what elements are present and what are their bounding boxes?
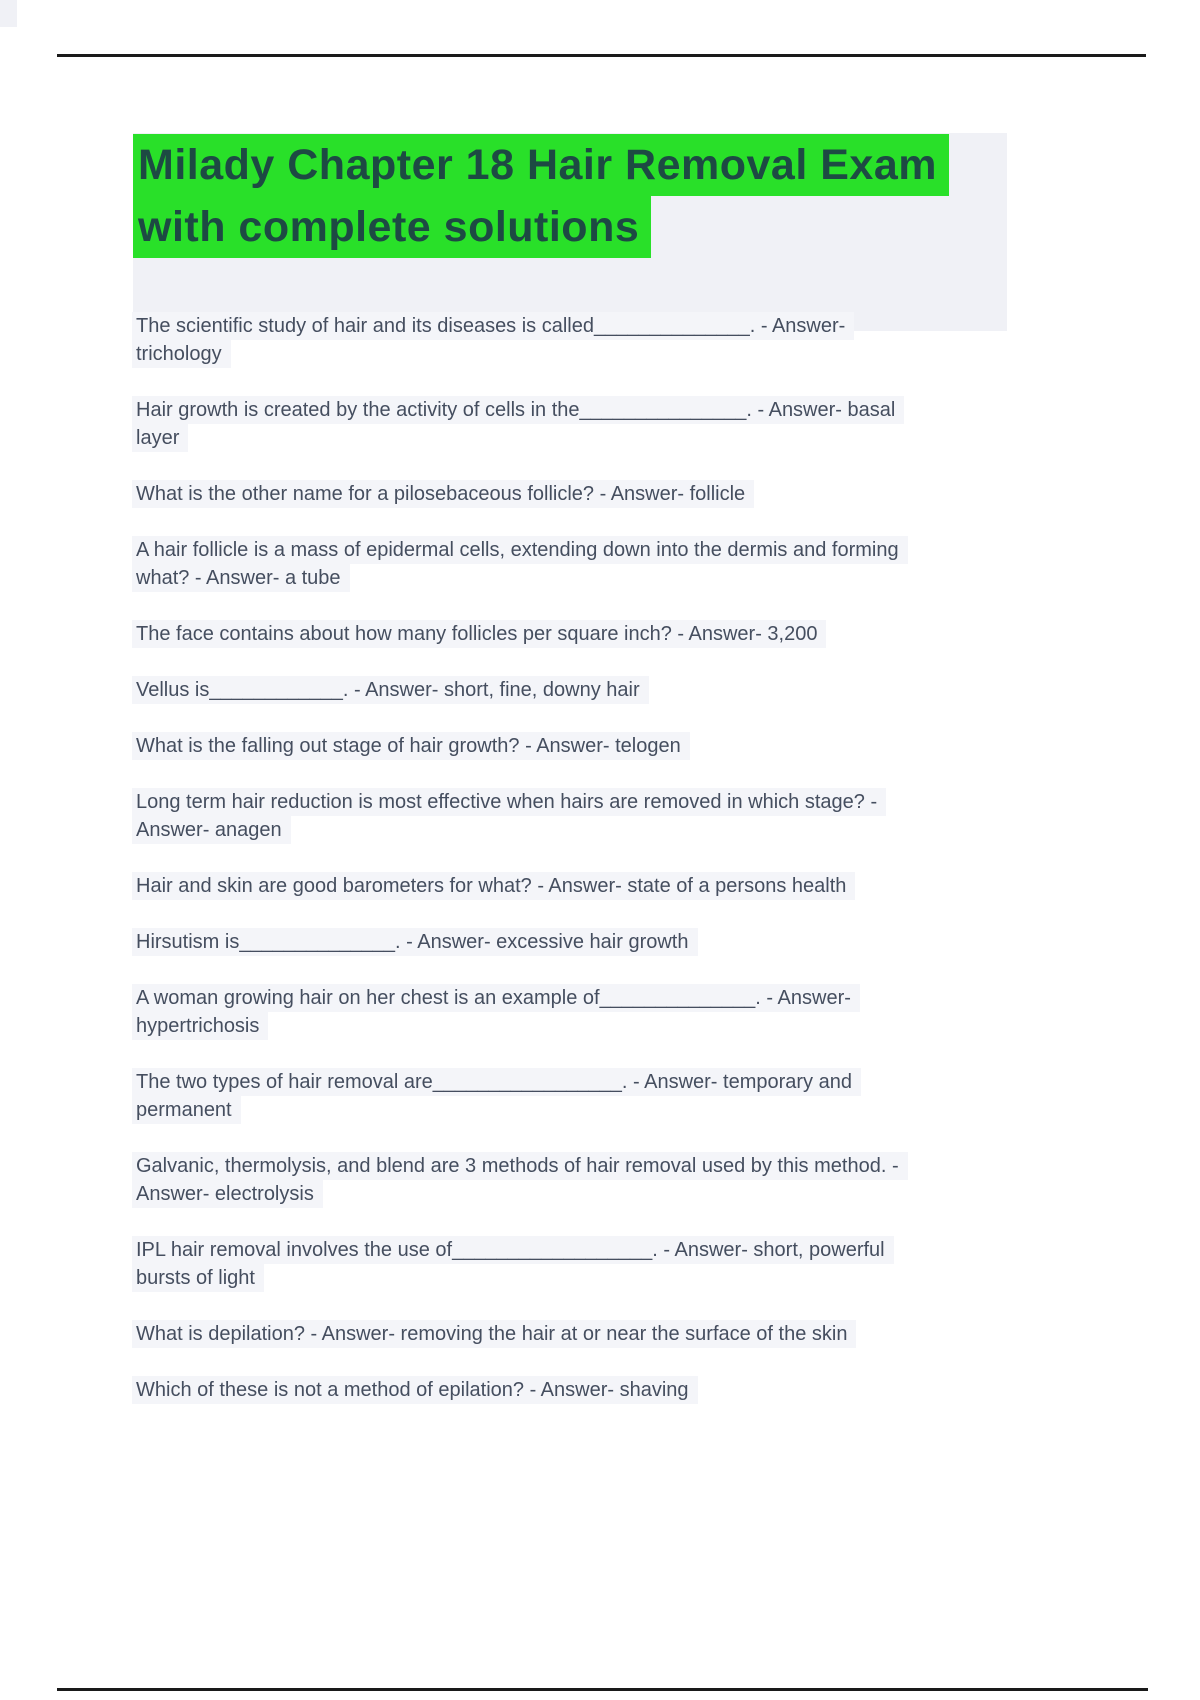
paragraph-line: layer xyxy=(132,424,188,452)
paragraph-line: Hair growth is created by the activity of cells in the_______________. - Answer- basal xyxy=(132,396,904,424)
paragraph-line: Long term hair reduction is most effective when hairs are removed in which stage? - xyxy=(132,788,886,816)
paragraph-line: Answer- anagen xyxy=(132,816,291,844)
qa-paragraph xyxy=(136,536,1036,592)
paragraph-line: permanent xyxy=(132,1096,241,1124)
paragraph-line: The face contains about how many follicles per square inch? - Answer- 3,200 xyxy=(132,620,826,648)
qa-paragraph xyxy=(136,984,1036,1040)
qa-paragraph xyxy=(136,872,1036,900)
qa-paragraph xyxy=(136,1068,1036,1124)
paragraph-line: bursts of light xyxy=(132,1264,264,1292)
top-horizontal-rule xyxy=(57,54,1146,57)
qa-paragraph xyxy=(136,732,1036,760)
paragraph-line: what? - Answer- a tube xyxy=(132,564,350,592)
paragraph-line: Answer- electrolysis xyxy=(132,1180,323,1208)
qa-paragraph xyxy=(136,928,1036,956)
qa-paragraph xyxy=(136,620,1036,648)
paragraph-line: What is the other name for a pilosebaceous follicle? - Answer- follicle xyxy=(132,480,754,508)
qa-paragraph xyxy=(136,676,1036,704)
paragraph-line: hypertrichosis xyxy=(132,1012,268,1040)
page-corner-artifact xyxy=(0,0,17,27)
document-body xyxy=(136,312,1036,1432)
paragraph-line: What is depilation? - Answer- removing the hair at or near the surface of the skin xyxy=(132,1320,856,1348)
paragraph-line: What is the falling out stage of hair growth? - Answer- telogen xyxy=(132,732,690,760)
qa-paragraph xyxy=(136,312,1036,368)
paragraph-line: The two types of hair removal are_________________. - Answer- temporary and xyxy=(132,1068,861,1096)
paragraph-line: IPL hair removal involves the use of__________________. - Answer- short, powerful xyxy=(132,1236,894,1264)
paragraph-line: Vellus is____________. - Answer- short, fine, downy hair xyxy=(132,676,649,704)
qa-paragraph xyxy=(136,1152,1036,1208)
page-title-line-1: Milady Chapter 18 Hair Removal Exam xyxy=(133,134,949,196)
paragraph-line: The scientific study of hair and its diseases is called______________. - Answer- xyxy=(132,312,854,340)
page-title xyxy=(133,134,1053,258)
paragraph-line: trichology xyxy=(132,340,231,368)
paragraph-line: Which of these is not a method of epilation? - Answer- shaving xyxy=(132,1376,698,1404)
qa-paragraph xyxy=(136,1236,1036,1292)
paragraph-line: Hirsutism is______________. - Answer- excessive hair growth xyxy=(132,928,698,956)
paragraph-line: A woman growing hair on her chest is an example of______________. - Answer- xyxy=(132,984,860,1012)
paragraph-line: A hair follicle is a mass of epidermal cells, extending down into the dermis and forming xyxy=(132,536,908,564)
bottom-horizontal-rule xyxy=(57,1688,1148,1691)
paragraph-line: Galvanic, thermolysis, and blend are 3 methods of hair removal used by this method. - xyxy=(132,1152,908,1180)
paragraph-line: Hair and skin are good barometers for what? - Answer- state of a persons health xyxy=(132,872,855,900)
qa-paragraph xyxy=(136,1320,1036,1348)
qa-paragraph xyxy=(136,1376,1036,1404)
page-title-line-2: with complete solutions xyxy=(133,196,651,258)
qa-paragraph xyxy=(136,396,1036,452)
qa-paragraph xyxy=(136,788,1036,844)
qa-paragraph xyxy=(136,480,1036,508)
